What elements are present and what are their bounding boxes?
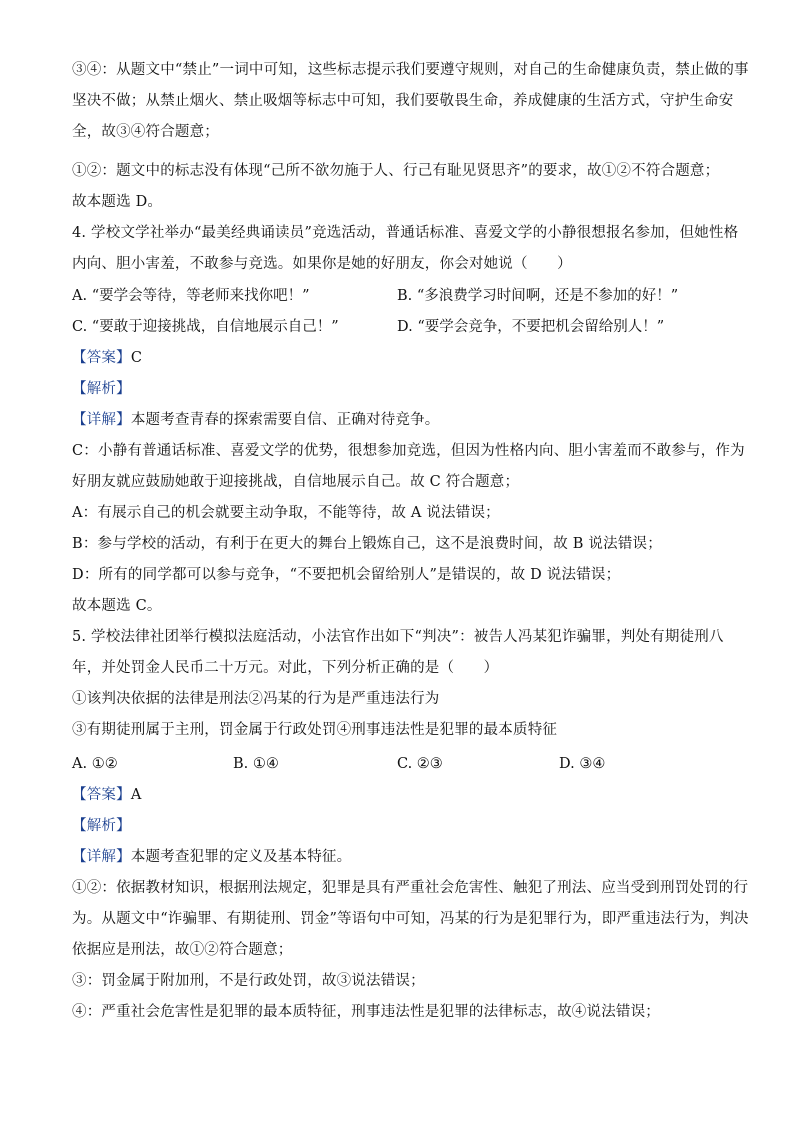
q4-option-a: A. “要学会等待，等老师来找你吧！”	[72, 288, 310, 304]
q5-statement: ③有期徒刑属于主刑，罚金属于行政处罚④刑事违法性是犯罪的最本质特征	[72, 722, 558, 738]
explanation-line: B：参与学校的活动，有利于在更大的舞台上锻炼自己，这不是浪费时间，故 B 说法错误；	[72, 536, 662, 552]
detail-tag: 【详解】	[72, 849, 131, 865]
q4-option-d: D. “要学会竞争，不要把机会留给别人！”	[397, 319, 665, 335]
detail-text: 本题考查犯罪的定义及基本特征。	[130, 849, 352, 865]
explanation-line: ①②：题文中的标志没有体现“己所不欲勿施于人、行己有耻见贤思齐”的要求，故①②不符合题意；	[72, 163, 720, 179]
explanation-line: 全，故③④符合题意；	[72, 124, 219, 140]
explanation-line: C：小静有普通话标准、喜爱文学的优势，很想参加竞选，但因为性格内向、胆小害羞而不敢参与，作为	[72, 443, 745, 459]
question-4-stem: 4. 学校文学社举办“最美经典诵读员”竞选活动，普通话标准、喜爱文学的小静很想报名参加，但她性格	[72, 225, 739, 241]
answer-value: A	[130, 787, 142, 803]
q5-statement: ①该判决依据的法律是刑法②冯某的行为是严重违法行为	[72, 691, 440, 707]
explanation-line: 依据应是刑法，故①②符合题意；	[72, 942, 293, 958]
explanation-line: 好朋友就应鼓励她敢于迎接挑战，自信地展示自己。故 C 符合题意；	[72, 474, 520, 490]
q5-option-b: B. ①④	[233, 756, 279, 772]
explanation-line: ③④：从题文中“禁止”一词中可知，这些标志提示我们要遵守规则，对自己的生命健康负责，禁止做的事	[72, 62, 749, 78]
q5-analysis-heading	[72, 816, 131, 836]
q5-detail	[72, 847, 351, 867]
q4-answer	[72, 348, 142, 368]
explanation-line: ③：罚金属于附加刑，不是行政处罚，故③说法错误；	[72, 973, 425, 989]
q5-option-a: A. ①②	[72, 756, 118, 772]
question-5-stem: 年，并处罚金人民币二十万元。对此，下列分析正确的是（ ）	[72, 660, 499, 676]
q4-option-b: B. “多浪费学习时间啊，还是不参加的好！”	[397, 288, 679, 304]
answer-tag: 【答案】	[72, 787, 131, 803]
explanation-line: 为。从题文中“诈骗罪、有期徒刑、罚金”等语句中可知，冯某的行为是犯罪行为，即严重违法行为，判决	[72, 911, 749, 927]
analysis-tag: 【解析】	[72, 818, 131, 834]
answer-value: C	[130, 350, 143, 366]
q4-detail	[72, 410, 440, 430]
q4-analysis-heading	[72, 379, 131, 399]
q4-option-c: C. “要敢于迎接挑战，自信地展示自己！”	[72, 319, 339, 335]
explanation-line: ④：严重社会危害性是犯罪的最本质特征，刑事违法性是犯罪的法律标志，故④说法错误；	[72, 1004, 660, 1020]
conclusion-line: 故本题选 D。	[72, 194, 163, 210]
answer-tag: 【答案】	[72, 350, 131, 366]
q5-answer	[72, 785, 141, 805]
question-5-stem: 5. 学校法律社团举行模拟法庭活动，小法官作出如下“判决”：被告人冯某犯诈骗罪，判处有期徒刑八	[72, 629, 724, 645]
analysis-tag: 【解析】	[72, 381, 131, 397]
conclusion-line: 故本题选 C。	[72, 598, 162, 614]
q5-option-d: D. ③④	[559, 756, 606, 772]
explanation-line: 坚决不做；从禁止烟火、禁止吸烟等标志中可知，我们要敬畏生命，养成健康的生活方式，守护生命安	[72, 93, 734, 109]
q5-option-c: C. ②③	[397, 756, 443, 772]
explanation-line: A：有展示自己的机会就要主动争取，不能等待，故 A 说法错误；	[72, 505, 500, 521]
detail-text: 本题考查青春的探索需要自信、正确对待竞争。	[130, 412, 440, 428]
question-4-stem: 内向、胆小害羞，不敢参与竞选。如果你是她的好朋友，你会对她说（ ）	[72, 256, 572, 272]
detail-tag: 【详解】	[72, 412, 131, 428]
explanation-line: D：所有的同学都可以参与竞争，“不要把机会留给别人”是错误的，故 D 说法错误；	[72, 567, 621, 583]
explanation-line: ①②：依据教材知识，根据刑法规定，犯罪是具有严重社会危害性、触犯了刑法、应当受到刑罚处罚的行	[72, 880, 749, 896]
